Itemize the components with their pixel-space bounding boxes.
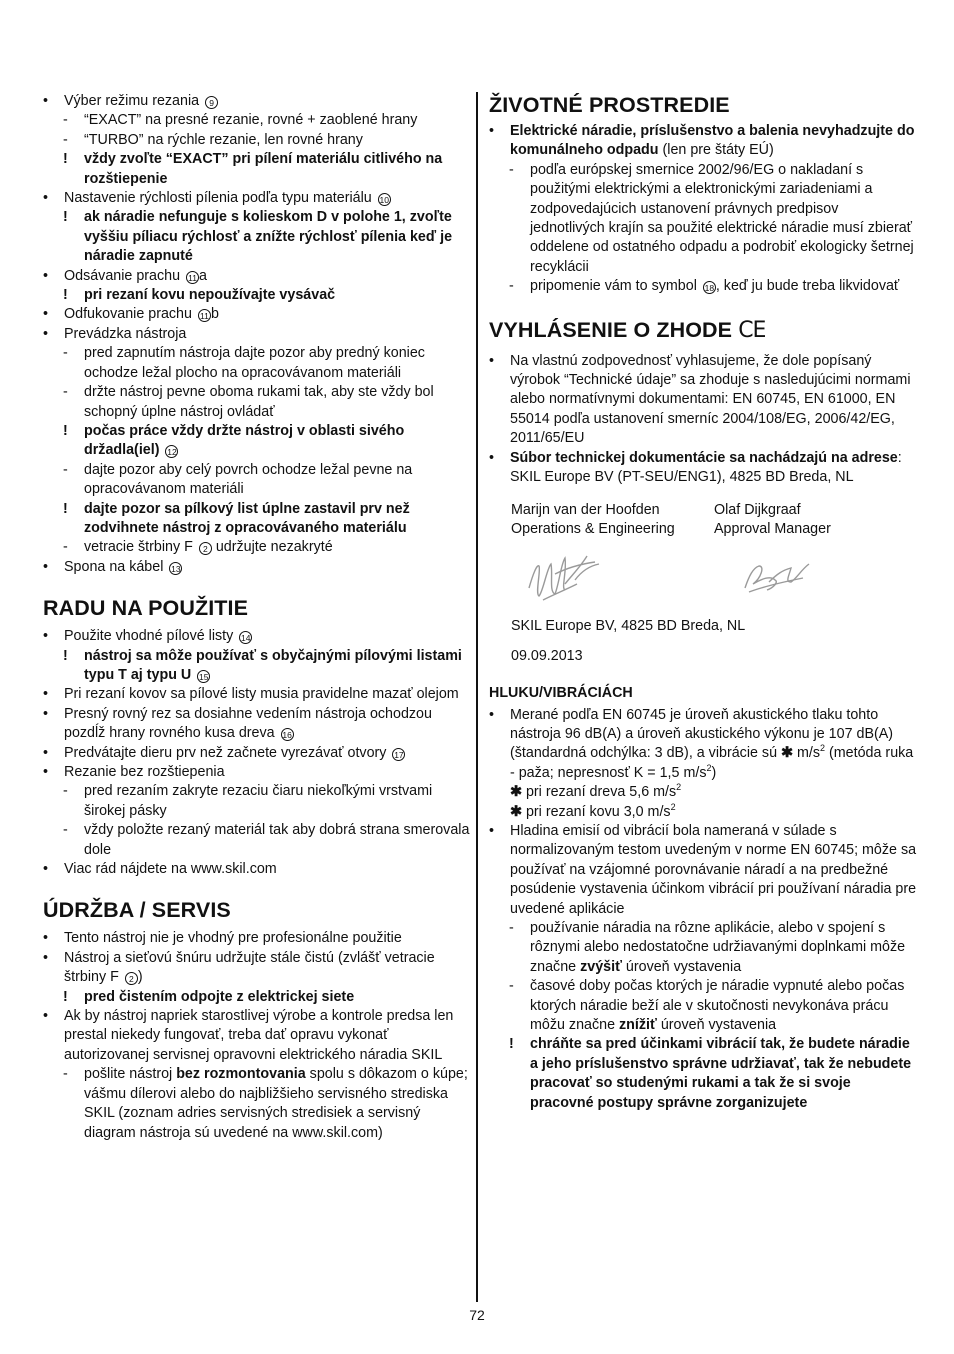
ref-circle: 11 [186, 271, 199, 284]
list-item: - vždy položte rezaný materiál tak aby dobrá strana smerovala dole [63, 822, 470, 858]
list-item: • Výber režimu rezania 9 [43, 92, 471, 111]
list-item: • Tento nástroj nie je vhodný pre profesionálne použitie [43, 930, 402, 947]
list-item: • Súbor technickej dokumentácie sa nachádzajú na adrese: SKIL Europe BV (PT-SEU/ENG1), 4825 BD Breda, NL [489, 449, 902, 486]
signatories [511, 501, 917, 540]
signature-date: 09.09.2013 [511, 647, 583, 664]
list-item: - vetracie štrbiny F 2 udržujte nezakryté [63, 539, 333, 556]
list-item: - časové doby počas ktorých je náradie vypnuté alebo počas ktorých náradie beží ale v skutočnosti nevykonáva prácu môžu značne znížiť úroveň vystavenia [509, 978, 905, 1034]
ref-circle: 14 [241, 633, 251, 644]
list-item: • Predvátajte dieru prv než začnete vyrezávať otvory 17 [43, 744, 404, 761]
list-item: - dajte pozor aby celý povrch ochodze ležal pevne na opracovávanom materiáli [63, 461, 413, 498]
star-icon: ✱ [510, 803, 522, 820]
star-icon: ✱ [781, 745, 793, 762]
signatory-2: Olaf Dijkgraaf Approval Manager [714, 501, 831, 537]
list-item: - “TURBO” na rýchle rezanie, len rovné hrany [63, 131, 363, 148]
list-item: • Použite vhodné pílové listy 14 [43, 628, 251, 645]
list-item: • Rezanie bez rozštiepenia [43, 764, 225, 780]
page-number: 72 [469, 1307, 485, 1323]
ref-circle: 13 [171, 563, 181, 574]
ref-circle: 2 [125, 972, 138, 985]
list-item: • Prevádzka nástroja [43, 325, 187, 342]
column-divider [476, 92, 478, 1302]
ref-circle: 18 [704, 283, 715, 294]
list-item: • Odfukovanie prachu 11 b [43, 306, 219, 323]
section-heading-use: RADU NA POUŽITIE [43, 596, 249, 621]
warning-item: ! pred čistením odpojte z elektrickej siete [63, 988, 355, 1005]
list-item: • Pri rezaní kovov sa pílové listy musia pravidelne mazať olejom [43, 686, 459, 703]
section-heading-environment: ŽIVOTNÉ PROSTREDIE [489, 93, 730, 117]
list-item: • Viac rád nájdete na www.skil.com [43, 861, 277, 878]
declaration-title: VYHLÁSENIE O ZHODE [489, 317, 733, 342]
right-column [489, 92, 917, 1113]
list-item: • Nástroj a sieťovú šnúru udržujte stále čistú (zvlášť vetracie štrbiny F 2 ) [43, 949, 435, 986]
list-item: • Presný rovný rez sa dosiahne vedením nástroja ochodzou pozdĺž hrany rovného kusa dreva 16 [43, 705, 432, 742]
warning-item: ! pri rezaní kovu nepoužívajte vysávač [63, 287, 336, 304]
warning-item: ! ak náradie nefunguje s kolieskom D v polohe 1, zvoľte vyššiu píliacu rýchlosť a znížte rýchlosť pílenia keď je náradie zapnuté [63, 209, 453, 265]
list-item: - “EXACT” na presné rezanie, rovné + zaoblené hrany [63, 112, 418, 129]
section-heading-declaration [489, 317, 917, 344]
list-item: • Merané podľa EN 60745 je úroveň akustického tlaku tohto nástroja 96 dB(A) a úroveň akustického výkonu je 107 dB(A) (štandardná odchýlka: 3 dB), a vibrácie sú ✱ $m/s^2$ (metóda ruka - paža; nepresnosť K = 1,5 $m/s^2$) ✱ pri rezaní dreva 5,6 $m/s^2$ ✱ pri rezaní kovu 3,0 $m/s^2$ [489, 706, 914, 820]
list-item: - pred zapnutím nástroja dajte pozor aby predný koniec ochodze ležal plocho na opracovávanom materiáli [63, 345, 425, 381]
list-item: • Spona na kábel 13 [43, 558, 181, 575]
ref-circle: 11 [198, 309, 211, 322]
signature-2-icon [739, 552, 815, 600]
list-item: - pošlite nástroj bez rozmontovania spolu s dôkazom o kúpe; vášmu dílerovi alebo do najbližšieho servisného strediska SKIL (zoznam adries servisných stredisiek a servisný diagram nástroja sú uvedené na www.skil.com) [63, 1066, 468, 1141]
signature-1-icon [525, 544, 605, 608]
list-item: - pripomenie vám to symbol 18 , keď ju bude treba likvidovať [509, 278, 900, 295]
list-item: - podľa európskej smernice 2002/96/EG o nakladaní s použitými elektrickými a elektronickými zariadeniami a zodpovedajúcich ustanovení právnych predpisov jednotlivých krajín sa použité elektrické náradie musí zbierať oddelene od ostatného odpadu a podrobiť ekologicky šetrnej recyklácii [509, 161, 914, 275]
warning-item: ! nástroj sa môže používať s obyčajnými pílovými listami typu T aj typu U 15 [63, 647, 462, 683]
ref-circle: 12 [167, 447, 177, 458]
ref-circle: 10 [379, 195, 389, 206]
left-column [43, 92, 471, 1143]
ref-circle: 9 [205, 96, 218, 109]
list-item: • Hladina emisií od vibrácií bola nameraná v súlade s normalizovaným testom uvedeným v norme EN 60745; môže sa používať na vzájomné porovnávanie náradí a na predbežné posúdenie vystavenia účinkom vibrácií pri používaní náradia pre uvedené aplikácie [489, 822, 917, 917]
list-item: • Elektrické náradie, príslušenstvo a balenia nevyhadzujte do komunálneho odpadu (len pre štáty EÚ) [489, 123, 915, 159]
star-icon: ✱ [510, 784, 522, 801]
warning-item: ! dajte pozor sa pílkový list úplne zastavil prv než zodvihnete nástroj z opracovávaného materiálu [63, 500, 410, 536]
list-item: - držte nástroj pevne oboma rukami tak, aby ste vždy bol schopný úplne nástroj ovládať [63, 384, 434, 420]
signature-company: SKIL Europe BV, 4825 BD Breda, NL [511, 618, 746, 635]
ref-circle: 15 [198, 671, 209, 682]
warning-item: ! vždy zvoľte “EXACT” pri pílení materiálu citlivého na rozštiepenie [63, 151, 443, 187]
warning-item: ! chráňte sa pred účinkami vibrácií tak, že budete náradie a jeho príslušenstvo správne udržiavať, tak že nebudete pracovať so studenými rukami a tak že si svoje pracovné postupy správne zorganizujete [509, 1036, 912, 1111]
section-heading-maintenance: ÚDRŽBA / SERVIS [43, 898, 231, 923]
ref-circle: 2 [199, 542, 212, 555]
list-item: • Odsávanie prachu 11 a [43, 267, 207, 284]
list-item: - pred rezaním zakryte rezaciu čiaru niekoľkými vrstvami širokej pásky [63, 783, 433, 819]
list-item: • Nastavenie rýchlosti pílenia podľa typu materiálu 10 [43, 190, 389, 207]
warning-item: ! počas práce vždy držte nástroj v oblasti sivého držadla(iel) 12 [63, 422, 405, 459]
ref-circle: 16 [282, 730, 292, 741]
section-heading-noise: HLUKU/VIBRÁCIÁCH [489, 685, 633, 702]
list-item: - používanie náradia na rôzne aplikácie, alebo v spojení s rôznymi alebo nedostatočne udržiavanými doplnkami môže značne zvýšiť úroveň vystavenia [509, 920, 906, 975]
ref-circle: 17 [394, 749, 404, 760]
signatures [525, 541, 917, 611]
signatory-1: Marijn van der Hoofden Operations & Engineering [511, 501, 675, 537]
list-item: • Ak by nástroj napriek starostlivej výrobe a kontrole predsa len prestal niekedy fungovať, treba dať opravu vykonať autorizovanej servisnej opravovni elektrického náradia SKIL [43, 1008, 454, 1063]
list-item: • Na vlastnú zodpovednosť vyhlasujeme, že dole popísaný výrobok “Technické údaje” sa zhoduje s nasledujúcimi normami alebo normatívnymi dokumentami: EN 60745, EN 61000, EN 55014 podľa ustanovení smerníc 2004/108/EG, 2006/42/EG, 2011/65/EU [489, 352, 911, 447]
ce-mark-icon: CE [738, 317, 766, 343]
